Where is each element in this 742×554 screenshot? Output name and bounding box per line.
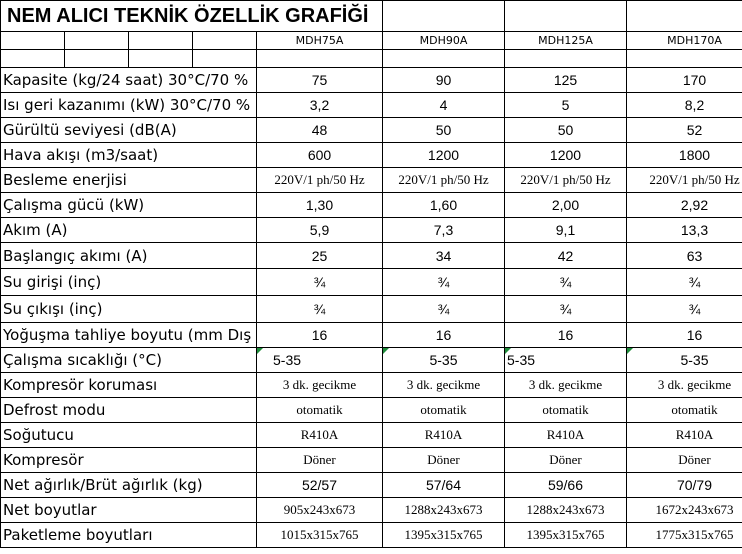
value-cell: Döner [505, 448, 627, 473]
value-cell: 3 dk. gecikme [627, 373, 742, 398]
title-row [1, 1, 742, 32]
table-row [1, 296, 742, 323]
value-cell: 220V/1 ph/50 Hz [505, 168, 627, 193]
value-cell: 3 dk. gecikme [383, 373, 505, 398]
value-cell: ¾ [627, 269, 742, 296]
row-label: Net boyutlar [1, 498, 257, 523]
value-cell: 170 [627, 68, 742, 93]
value-cell: 16 [505, 323, 627, 348]
value-cell: 3 dk. gecikme [505, 373, 627, 398]
value-cell: 2,00 [505, 193, 627, 218]
value-cell: 1672x243x673 [627, 498, 742, 523]
value-cell: 16 [257, 323, 383, 348]
empty-cell [193, 32, 257, 50]
value-cell: 16 [627, 323, 742, 348]
value-cell: 1200 [505, 143, 627, 168]
value-cell: 2,92 [627, 193, 742, 218]
value-cell: 1800 [627, 143, 742, 168]
table-row [1, 348, 742, 373]
value-cell: otomatik [383, 398, 505, 423]
table-row [1, 498, 742, 523]
value-cell: otomatik [257, 398, 383, 423]
empty-cell [193, 50, 257, 68]
empty-cell [1, 32, 65, 50]
value-cell: ¾ [383, 296, 505, 323]
empty-cell [383, 1, 505, 32]
table-row [1, 423, 742, 448]
value-cell: 1775x315x765 [627, 523, 742, 548]
empty-cell [505, 1, 627, 32]
empty-cell [505, 50, 627, 68]
value-cell: 5-35 [505, 348, 627, 373]
value-cell: 59/66 [505, 473, 627, 498]
value-cell: 70/79 [627, 473, 742, 498]
empty-cell [627, 1, 742, 32]
value-cell: 125 [505, 68, 627, 93]
value-cell: 48 [257, 118, 383, 143]
row-label: Çalışma sıcaklığı (°C) [1, 348, 257, 373]
empty-cell [129, 32, 193, 50]
row-label: Kompresör [1, 448, 257, 473]
value-cell: 7,3 [383, 218, 505, 243]
value-cell: ¾ [505, 296, 627, 323]
row-label: Su çıkışı (inç) [1, 296, 257, 323]
model-header: MDH125A [505, 32, 627, 50]
table-row [1, 448, 742, 473]
row-label: Akım (A) [1, 218, 257, 243]
value-cell: 50 [383, 118, 505, 143]
value-cell: 905x243x673 [257, 498, 383, 523]
value-cell: otomatik [627, 398, 742, 423]
value-cell: 1395x315x765 [383, 523, 505, 548]
table-row [1, 523, 742, 548]
value-cell: 600 [257, 143, 383, 168]
value-cell: 42 [505, 243, 627, 269]
value-cell: 1,30 [257, 193, 383, 218]
value-cell: 1288x243x673 [505, 498, 627, 523]
table-row [1, 473, 742, 498]
table-row [1, 193, 742, 218]
row-label: Soğutucu [1, 423, 257, 448]
value-cell: 52 [627, 118, 742, 143]
value-cell: 75 [257, 68, 383, 93]
value-cell: ¾ [627, 296, 742, 323]
value-cell: 3 dk. gecikme [257, 373, 383, 398]
value-cell: 1395x315x765 [505, 523, 627, 548]
value-cell: Döner [627, 448, 742, 473]
row-label: Paketleme boyutları [1, 523, 257, 548]
empty-cell [257, 50, 383, 68]
empty-cell [383, 50, 505, 68]
row-label: Hava akışı (m3/saat) [1, 143, 257, 168]
value-cell: 5 [505, 93, 627, 118]
empty-cell [627, 50, 742, 68]
row-label: Net ağırlık/Brüt ağırlık (kg) [1, 473, 257, 498]
table-row [1, 243, 742, 269]
row-label: Su girişi (inç) [1, 269, 257, 296]
value-cell: ¾ [257, 269, 383, 296]
table-row [1, 143, 742, 168]
table-row [1, 93, 742, 118]
page-title: NEM ALICI TEKNİK ÖZELLİK GRAFİĞİ [1, 1, 383, 32]
value-cell: ¾ [383, 269, 505, 296]
value-cell: 8,2 [627, 93, 742, 118]
model-header: MDH90A [383, 32, 505, 50]
model-header: MDH170A [627, 32, 742, 50]
value-cell: 16 [383, 323, 505, 348]
value-cell: 57/64 [383, 473, 505, 498]
value-cell: 220V/1 ph/50 Hz [627, 168, 742, 193]
row-label: Besleme enerjisi [1, 168, 257, 193]
table-row [1, 218, 742, 243]
value-cell: 63 [627, 243, 742, 269]
value-cell: R410A [383, 423, 505, 448]
row-label: Başlangıç akımı (A) [1, 243, 257, 269]
value-cell: R410A [257, 423, 383, 448]
value-cell: 5,9 [257, 218, 383, 243]
value-cell: 1288x243x673 [383, 498, 505, 523]
row-label: Yoğuşma tahliye boyutu (mm Dış [1, 323, 257, 348]
table-row [1, 168, 742, 193]
empty-cell [65, 32, 129, 50]
value-cell: 1015x315x765 [257, 523, 383, 548]
table-row [1, 269, 742, 296]
row-label: Defrost modu [1, 398, 257, 423]
value-cell: Döner [257, 448, 383, 473]
model-header: MDH75A [257, 32, 383, 50]
row-label: Isı geri kazanımı (kW) 30°C/70 % [1, 93, 257, 118]
table-row [1, 118, 742, 143]
row-label: Kompresör koruması [1, 373, 257, 398]
table-row [1, 323, 742, 348]
value-cell: otomatik [505, 398, 627, 423]
value-cell: 34 [383, 243, 505, 269]
value-cell: R410A [505, 423, 627, 448]
value-cell: 5-35 [627, 348, 742, 373]
value-cell: Döner [383, 448, 505, 473]
model-header-row [1, 32, 742, 50]
value-cell: 1,60 [383, 193, 505, 218]
value-cell: 5-35 [257, 348, 383, 373]
row-label: Kapasite (kg/24 saat) 30°C/70 % [1, 68, 257, 93]
value-cell: 9,1 [505, 218, 627, 243]
value-cell: 4 [383, 93, 505, 118]
value-cell: 1200 [383, 143, 505, 168]
empty-cell [129, 50, 193, 68]
value-cell: ¾ [505, 269, 627, 296]
value-cell: 50 [505, 118, 627, 143]
row-label: Çalışma gücü (kW) [1, 193, 257, 218]
value-cell: 13,3 [627, 218, 742, 243]
table-row [1, 373, 742, 398]
value-cell: 90 [383, 68, 505, 93]
value-cell: 25 [257, 243, 383, 269]
value-cell: 220V/1 ph/50 Hz [257, 168, 383, 193]
table-row [1, 68, 742, 93]
empty-cell [65, 50, 129, 68]
table-row [1, 398, 742, 423]
empty-cell [1, 50, 65, 68]
value-cell: 5-35 [383, 348, 505, 373]
value-cell: R410A [627, 423, 742, 448]
value-cell: 3,2 [257, 93, 383, 118]
blank-row [1, 50, 742, 68]
row-label: Gürültü seviyesi (dB(A) [1, 118, 257, 143]
value-cell: 52/57 [257, 473, 383, 498]
value-cell: 220V/1 ph/50 Hz [383, 168, 505, 193]
value-cell: ¾ [257, 296, 383, 323]
